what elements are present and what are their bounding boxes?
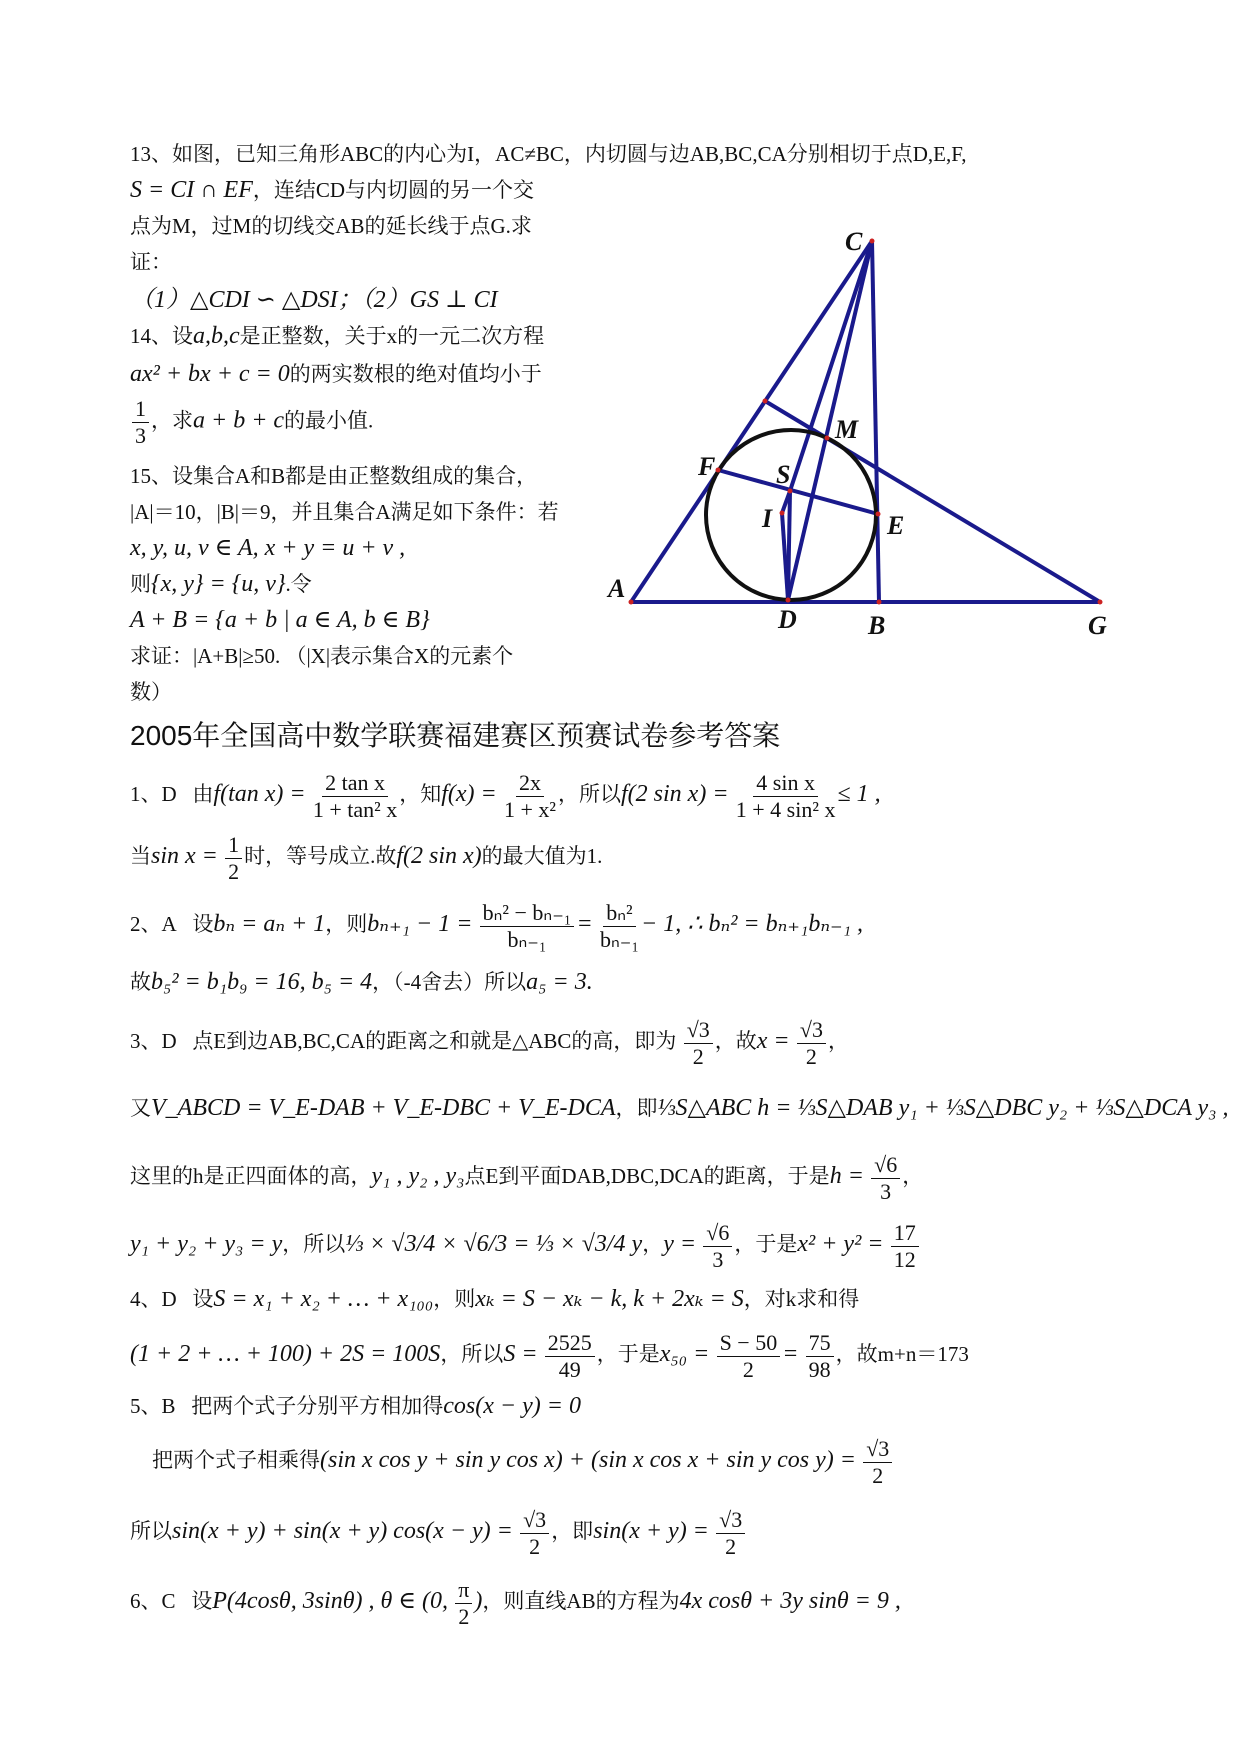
frac-num: bₙ² − bₙ₋₁	[480, 900, 575, 927]
text: ，故m+n＝173	[835, 1342, 969, 1366]
p13-line4: 证：	[130, 250, 172, 274]
frac-num: √3	[863, 1436, 892, 1463]
math: y₁ , y₂ , y₃	[371, 1163, 465, 1189]
p14-equation: ax² + bx + c = 0	[130, 361, 290, 387]
p15-line1: 15、设集合A和B都是由正整数组成的集合，	[130, 464, 538, 488]
frac-num: √6	[703, 1220, 732, 1247]
line-CB	[872, 241, 879, 602]
fraction	[863, 1436, 892, 1489]
math: (1 + 2 + … + 100) + 2S = 100S	[130, 1341, 441, 1367]
answer-1-label: 1、D	[130, 782, 177, 806]
fraction	[684, 1017, 713, 1070]
p13-line3: 点为M，过M的切线交AB的延长线于点G.求	[130, 214, 532, 238]
frac-den: 3	[712, 1246, 724, 1272]
math: 4x cosθ + 3y sinθ = 9 ,	[679, 1588, 901, 1614]
frac-num: 2 tan x	[322, 770, 388, 797]
line-FE	[718, 470, 878, 514]
text: 这里的h是正四面体的高，	[130, 1164, 372, 1188]
math: x =	[756, 1028, 790, 1054]
text: ，所以	[558, 782, 621, 806]
text: ，于是	[596, 1342, 660, 1366]
frac-num: bₙ²	[603, 900, 635, 927]
frac-den: 1 + x²	[503, 796, 556, 822]
fraction	[455, 1577, 472, 1630]
math: P(4cosθ, 3sinθ) , θ ∈ (0,	[212, 1588, 449, 1614]
frac-num: √6	[871, 1152, 900, 1179]
frac-den: 49	[558, 1356, 581, 1382]
answer-5-line1	[130, 1392, 581, 1420]
answer-3-line1	[130, 1015, 849, 1070]
fraction	[703, 1220, 732, 1273]
frac-den: 2	[872, 1462, 884, 1488]
math: h =	[829, 1163, 864, 1189]
p15-set-equality: {x, y} = {u, v}	[151, 571, 286, 597]
frac-den: 2	[228, 858, 240, 884]
math: x₅₀ =	[659, 1341, 710, 1367]
math: − 1, ∴ bₙ² = bₙ₊₁bₙ₋₁ ,	[641, 911, 864, 937]
frac-den: 2	[725, 1533, 737, 1559]
frac-den: 2	[742, 1356, 754, 1382]
frac-den: 12	[893, 1246, 916, 1272]
frac-den: 2	[458, 1603, 470, 1629]
math: f(2 sin x) =	[621, 781, 729, 807]
line-CS	[790, 241, 872, 491]
answer-3-line3	[130, 1150, 923, 1205]
p15-line4-prefix: 则	[130, 572, 151, 596]
p15-sumset-def: A + B = {a + b | a ∈ A, b ∈ B}	[130, 607, 430, 633]
fraction	[736, 770, 836, 823]
frac-den: 2	[529, 1533, 541, 1559]
label-E: E	[887, 511, 905, 540]
math: a₅ = 3.	[526, 969, 593, 995]
text: ，故	[714, 1029, 757, 1053]
text: 又	[130, 1096, 151, 1120]
fraction	[871, 1152, 900, 1205]
math: y =	[663, 1231, 697, 1257]
math: (sin x cos y + sin y cos x) + (sin x cos x + sin y cos y) =	[320, 1447, 856, 1473]
fraction	[520, 1507, 549, 1560]
label-C: C	[845, 227, 863, 256]
frac-den: 2	[805, 1043, 817, 1069]
math: cos(x − y) = 0	[443, 1393, 581, 1419]
frac-num: S − 50	[717, 1330, 781, 1357]
answer-3-line4	[130, 1218, 921, 1273]
answer-3-line2	[130, 1082, 1228, 1134]
frac-den: 3	[880, 1178, 892, 1204]
text: ，	[642, 1232, 664, 1256]
fraction	[313, 770, 397, 823]
math: sin(x + y) =	[593, 1518, 709, 1544]
math: b₅² = b₁b₉ = 16, b₅ = 4	[151, 969, 373, 995]
frac-num: 75	[806, 1330, 834, 1357]
frac-den: 1 + tan² x	[312, 796, 398, 822]
frac-num: √3	[520, 1507, 549, 1534]
text: ，	[902, 1164, 924, 1188]
fraction	[806, 1330, 834, 1383]
math: =	[576, 911, 593, 937]
frac-num: 1	[132, 396, 149, 423]
label-F: F	[698, 452, 716, 481]
answer-5-line3	[130, 1505, 747, 1560]
fraction	[480, 900, 575, 953]
text: ，即	[551, 1519, 594, 1543]
frac-den: 2	[692, 1043, 704, 1069]
frac-num: π	[455, 1577, 472, 1604]
answer-6-line1	[130, 1575, 901, 1630]
fraction	[891, 1220, 919, 1273]
math: ≤ 1 ,	[837, 781, 881, 807]
fraction	[716, 1507, 745, 1560]
math: )	[474, 1588, 483, 1614]
figure-lines	[631, 241, 1100, 602]
text: ，（-4舍去）所以	[372, 970, 527, 994]
text: 由	[192, 782, 214, 806]
fraction	[600, 900, 639, 953]
p15-line2: |A|＝10，|B|＝9，并且集合A满足如下条件：若	[130, 500, 559, 524]
p13-s-definition: S = CI ∩ EF	[130, 177, 253, 203]
geometry-figure	[0, 0, 1241, 700]
text: ，则	[325, 912, 368, 936]
label-B: B	[868, 611, 886, 640]
math: f(tan x) =	[213, 781, 306, 807]
answer-4-line1	[130, 1285, 859, 1313]
math: xₖ = S − xₖ − k, k + 2xₖ = S	[475, 1286, 744, 1312]
text: ，	[827, 1029, 849, 1053]
answer-4-label: 4、D	[130, 1287, 177, 1311]
fraction	[797, 1017, 826, 1070]
text: ，则直线AB的方程为	[482, 1589, 680, 1613]
math: ⅓S△ABC h = ⅓S△DAB y₁ + ⅓S△DBC y₂ + ⅓S△DCA y₃ ,	[657, 1095, 1229, 1121]
text: ，所以	[282, 1232, 346, 1256]
tangent-MG	[765, 401, 1100, 602]
text: ，于是	[734, 1232, 798, 1256]
p14-vars: a,b,c	[193, 323, 240, 349]
p15-line6: 求证：|A+B|≥50. （|X|表示集合X的元素个	[130, 644, 514, 668]
text: ，则	[433, 1287, 476, 1311]
text: ，即	[615, 1096, 658, 1120]
math: sin x =	[151, 843, 218, 869]
text: ，所以	[440, 1342, 504, 1366]
frac-num: 1	[225, 832, 242, 859]
text: 当	[130, 844, 151, 868]
p13-line2-text: ，连结CD与内切圆的另一个交	[252, 178, 535, 202]
frac-num: √3	[797, 1017, 826, 1044]
text: 设	[191, 1589, 213, 1613]
frac-den: bₙ₋₁	[599, 926, 639, 952]
label-A: A	[608, 574, 626, 603]
p14-line2-text: 的两实数根的绝对值均小于	[289, 362, 542, 386]
math: bₙ = aₙ + 1	[213, 911, 326, 937]
frac-den: 98	[808, 1356, 831, 1382]
fraction	[545, 1330, 595, 1383]
text: 把两个式子相乘得	[152, 1448, 320, 1472]
math: bₙ₊₁ − 1 =	[367, 911, 473, 937]
frac-num: √3	[684, 1017, 713, 1044]
frac-den: bₙ₋₁	[507, 926, 547, 952]
frac-num: 2x	[516, 770, 544, 797]
p14-prefix: 14、设	[130, 324, 193, 348]
answer-6-label: 6、C	[130, 1589, 176, 1613]
fraction	[504, 770, 556, 823]
frac-den: 1 + 4 sin² x	[735, 796, 836, 822]
p13-claims: （1）△CDI ∽ △DSI；（2）GS ⊥ CI	[130, 287, 498, 313]
math: V_ABCD = V_E-DAB + V_E-DBC + V_E-DCA	[151, 1095, 616, 1121]
text: ，对k求和得	[743, 1287, 860, 1311]
text: 的最大值为1.	[481, 844, 603, 868]
text: 点E到边AB,BC,CA的距离之和就是△ABC的高，即为	[192, 1029, 677, 1053]
answer-2-line2	[130, 968, 593, 996]
frac-den: 3	[135, 423, 146, 448]
math: S = x₁ + x₂ + … + x₁₀₀	[213, 1286, 434, 1312]
answer-5-label: 5、B	[130, 1394, 176, 1418]
answer-4-line2	[130, 1328, 969, 1383]
label-D: D	[778, 605, 797, 634]
math: ⅓ × √3/4 × √6/3 = ⅓ × √3/4 y	[345, 1231, 643, 1257]
math: f(x) =	[441, 781, 497, 807]
text: 设	[192, 912, 214, 936]
text: 设	[192, 1287, 214, 1311]
text: 时，等号成立.故	[244, 844, 397, 868]
label-M: M	[835, 415, 859, 444]
math: f(2 sin x)	[396, 843, 482, 869]
math: S =	[503, 1341, 538, 1367]
p14-sum: a + b + c	[193, 407, 285, 434]
answer-5-line2	[152, 1434, 894, 1489]
frac-num: 17	[891, 1220, 919, 1247]
frac-num: √3	[716, 1507, 745, 1534]
p14-text2: 的最小值.	[284, 408, 374, 433]
answers-heading: 2005年全国高中数学联赛福建赛区预赛试卷参考答案	[130, 720, 781, 751]
label-G: G	[1088, 611, 1107, 640]
fraction	[717, 1330, 781, 1383]
p15-line7: 数）	[130, 680, 172, 704]
p14-suffix: 是正整数，关于x的一元二次方程	[239, 324, 545, 348]
text: ，知	[399, 782, 442, 806]
p13-line1: 13、如图，已知三角形ABC的内心为I，AC≠BC，内切圆与边AB,BC,CA分别相切于点D,E,F,	[130, 142, 967, 166]
text: 故	[130, 970, 151, 994]
answer-1-line1	[130, 768, 881, 823]
answer-2-line1	[130, 898, 863, 953]
math: x² + y² =	[797, 1231, 884, 1257]
math: y₁ + y₂ + y₃ = y	[130, 1231, 283, 1257]
answer-2-label: 2、A	[130, 912, 177, 936]
line-SD	[788, 491, 790, 600]
p14-text1: ，求	[151, 408, 193, 433]
answer-1-line2	[130, 830, 602, 885]
p15-line4-suffix: .令	[285, 572, 312, 596]
frac-num: 4 sin x	[753, 770, 818, 797]
label-S: S	[776, 460, 791, 489]
fraction	[225, 832, 242, 885]
math: sin(x + y) + sin(x + y) cos(x − y) =	[172, 1518, 513, 1544]
text: 把两个式子分别平方相加得	[191, 1394, 444, 1418]
frac-num: 2525	[545, 1330, 595, 1357]
label-I: I	[762, 504, 773, 533]
text: 点E到平面DAB,DBC,DCA的距离，于是	[464, 1164, 830, 1188]
p15-condition: x, y, u, v ∈ A, x + y = u + v ,	[130, 535, 406, 561]
answer-3-label: 3、D	[130, 1029, 177, 1053]
text: 所以	[130, 1519, 172, 1543]
math: =	[782, 1341, 799, 1367]
figure-points	[629, 239, 1103, 605]
